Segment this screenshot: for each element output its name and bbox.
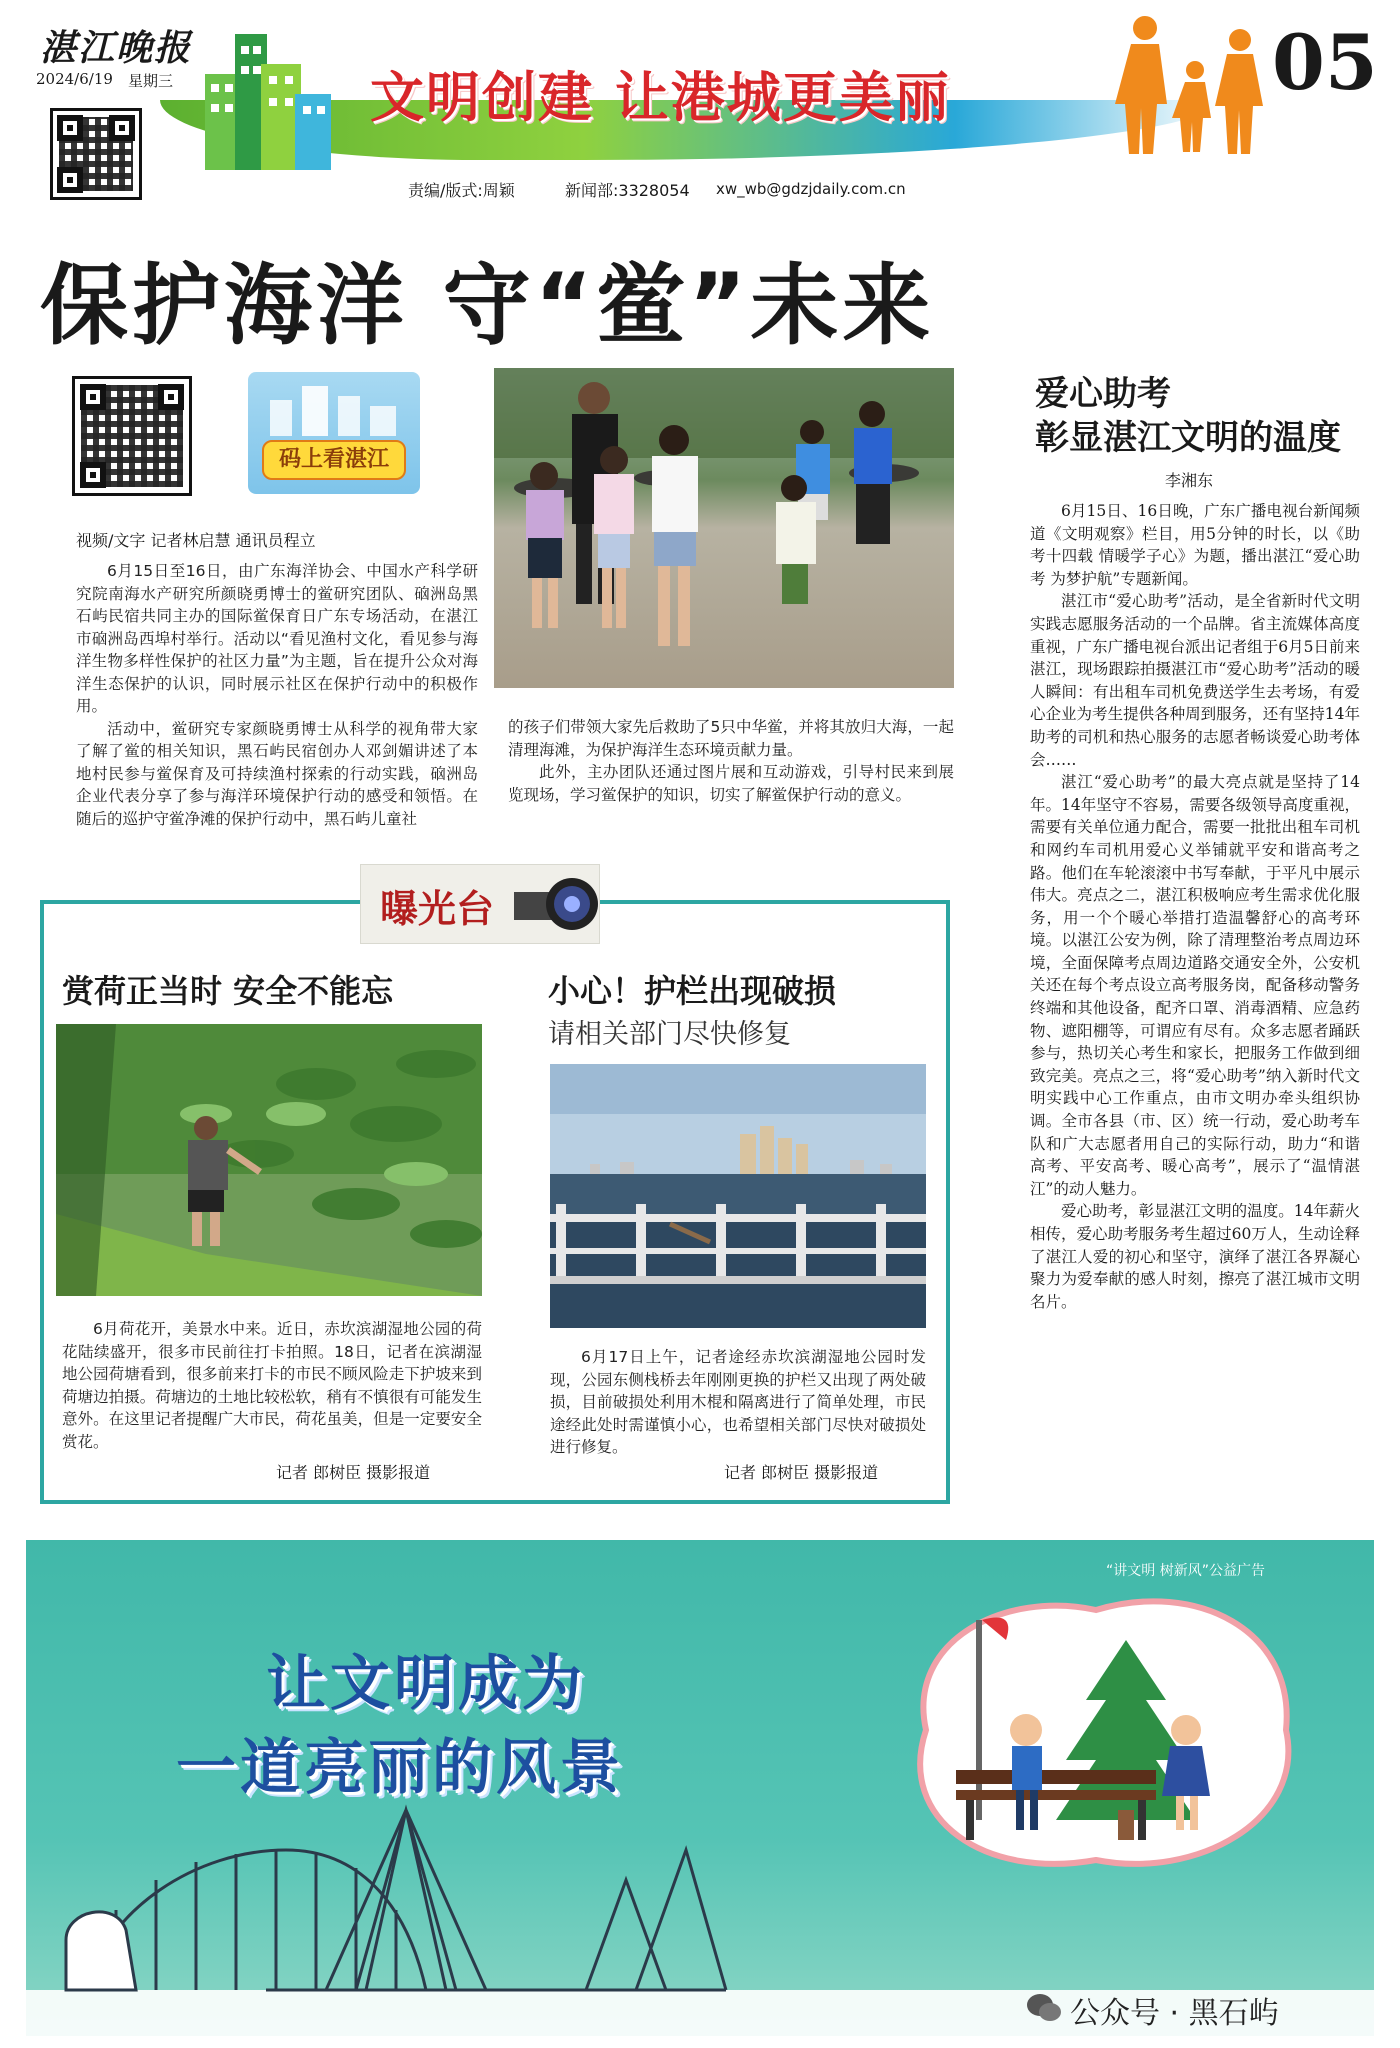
lotus-article-byline: 记者 郎树臣 摄影报道 [276, 1463, 431, 1482]
side-title-line-2: 彰显湛江文明的温度 [1035, 418, 1341, 458]
issue-weekday: 星期三 [128, 72, 174, 90]
ad-title-line-1: 让文明成为 [266, 1649, 586, 1719]
beach-children-photo [494, 368, 954, 688]
public-service-ad [26, 1540, 1374, 2036]
main-headline: 保护海洋 守“鲎”未来 [40, 254, 935, 357]
main-article-column-1 [76, 560, 478, 830]
side-title-line-1: 爱心助考 [1035, 374, 1171, 414]
side-article-title [1035, 372, 1341, 460]
lotus-article-body: 6月荷花开，美景水中来。近日，赤坎滨湖湿地公园的荷花陆续盛开，很多市民前往打卡拍照。18日，记者在滨湖湿地公园荷塘看到，很多前来打卡的市民不顾风险走下护坡来到荷塘边拍摄。荷塘边的土地比较松软，稍有不慎很有可能发生意外。在这里记者提醒广大市民，荷花虽美，但是一定要安全赏花。 [62, 1320, 482, 1451]
side-paragraph-1: 6月15日、16日晚，广东广播电视台新闻频道《文明观察》栏目，用5分钟的时长，以《助考十四载 情暖学子心》为题，播出湛江“爱心助考 为梦护航”专题新闻。 [1030, 502, 1360, 588]
city-sticker-icon [262, 380, 406, 440]
broken-guardrail-photo [550, 1064, 926, 1328]
sticker-graphic [248, 372, 420, 494]
family-silhouette-illustration [1105, 10, 1275, 160]
newsroom-phone: 新闻部:3328054 [565, 181, 690, 200]
side-paragraph-3: 湛江“爱心助考”的最大亮点就是坚持了14年。14年坚守不容易，需要各级领导高度重视，需要有关单位通力配合，需要一批批出租车司机和网约车司机用爱心义举铺就平安和谐高考之路。他们在车轮滚滚中书写奉献，于平凡中展示伟大。亮点之二，湛江积极响应考生需求优化服务，用一个个暖心举措打造温馨舒心的高考环境。以湛江公安为例，除了清理整治考点周边环境，全面保障考点周边道路交通安全外，公安机关还在每个考点设立高考服务岗，配备移动警务终端和其他设备，配齐口罩、消毒酒精、应急药物、遮阳棚等，可谓应有尽有。众多志愿者踊跃参与，热切关心考生和家长，把服务工作做到细致完美。亮点之三，将“爱心助考”纳入新时代文明实践中心工作重点，由市文明办牵头组织协调。全市各县（市、区）统一行动，爱心助考车队和广大志愿者用自己的实际行动，助力“和谐高考、平安高考、暖心高考”，展示了“温情湛江”的动人魅力。 [1030, 773, 1360, 1198]
guardrail-article-title: 小心！护栏出现破损 [548, 972, 837, 1010]
guardrail-article-subtitle: 请相关部门尽快修复 [548, 1019, 791, 1050]
banner-title: 文明创建 让港城更美丽 [370, 66, 951, 129]
issue-date: 2024/6/19 [36, 70, 113, 88]
ad-tag: “讲文明 树新风”公益广告 [1106, 1563, 1265, 1579]
main-paragraph-4: 此外，主办团队还通过图片展和互动游戏，引导村民来到展览现场，学习鲎保护的知识，切实了解鲎保护行动的意义。 [508, 763, 954, 804]
main-paragraph-1: 6月15日至16日，由广东海洋协会、中国水产科学研究院南海水产研究所颜晓勇博士的鲎研究团队、硇洲岛黑石屿民宿共同主办的国际鲎保育日广东专场活动，在湛江市硇洲岛西埠村举行。活动以“看见渔村文化，看见参与海洋生物多样性保护的社区力量”为主题，旨在提升公众对海洋生态保护的认识，同时展示社区在保护行动中的积极作用。 [76, 562, 478, 715]
main-paragraph-3: 的孩子们带领大家先后救助了5只中华鲎，并将其放归大海，一起清理海滩，为保护海洋生态环境贡献力量。 [508, 718, 954, 759]
newspaper-logo: 湛江晚报 [40, 27, 193, 69]
camera-lens-icon [510, 872, 600, 936]
city-buildings-illustration [195, 14, 355, 174]
ad-title-line-2: 一道亮丽的风景 [176, 1733, 624, 1803]
guardrail-article-body: 6月17日上午，记者途经赤坎滨湖湿地公园时发现，公园东侧栈桥去年刚刚更换的护栏又出现了两处破损，目前破损处利用木棍和隔离进行了简单处理，市民途经此处时需谨慎小心，也希望相关部门尽快对破损处进行修复。 [550, 1348, 926, 1456]
side-paragraph-2: 湛江市“爱心助考”活动，是全省新时代文明实践志愿服务活动的一个品牌。省主流媒体高度重视，广东广播电视台派出记者组于6月5日前来湛江，现场跟踪拍摄湛江市“爱心助考”活动的暖人瞬间：有出租车司机免费送学生去考场，有爱心企业为考生提供各种周到服务，还有坚持14年助考的司机和热心服务的志愿者畅谈爱心助考体会…… [1030, 592, 1360, 769]
newsroom-email[interactable]: xw_wb@gdzjdaily.com.cn [716, 180, 906, 198]
side-article-author: 李湘东 [1165, 471, 1214, 490]
wechat-icon [1026, 1992, 1062, 2024]
side-paragraph-4: 爱心助考，彰显湛江文明的温度。14年薪火相传，爱心助考服务考生超过60万人，生动诠释了湛江人爱的初心和坚守，演绎了湛江各界凝心聚力为爱奉献的感人时刻，擦亮了湛江城市文明名片。 [1030, 1202, 1360, 1311]
editor-credit: 责编/版式:周颖 [408, 181, 515, 200]
main-paragraph-2: 活动中，鲎研究专家颜晓勇博士从科学的视角带大家了解了鲎的相关知识，黑石屿民宿创办人邓剑媚讲述了本地村民参与鲎保育及可持续渔村探索的行动实践，硇洲岛企业代表分享了参与海洋环境保护行动的感受和领悟。在随后的巡护守鲎净滩的保护行动中，黑石屿儿童社 [76, 719, 478, 828]
sticker-label: 码上看湛江 [262, 440, 406, 480]
lotus-pond-photo [56, 1024, 482, 1296]
lotus-article-title: 赏荷正当时 安全不能忘 [62, 972, 394, 1010]
guardrail-article-byline: 记者 郎树臣 摄影报道 [724, 1463, 879, 1482]
exposure-label: 曝光台 [380, 887, 495, 931]
masthead-qr-code[interactable] [50, 108, 142, 200]
side-article-body [1030, 500, 1360, 1313]
watermark-account: 公众号 · 黑石屿 [1070, 1996, 1279, 2031]
main-article-column-2 [508, 716, 954, 806]
page-number: 05 [1272, 18, 1378, 107]
article-qr-code[interactable] [72, 376, 192, 496]
main-byline: 视频/文字 记者林启慧 通讯员程立 [76, 531, 316, 550]
